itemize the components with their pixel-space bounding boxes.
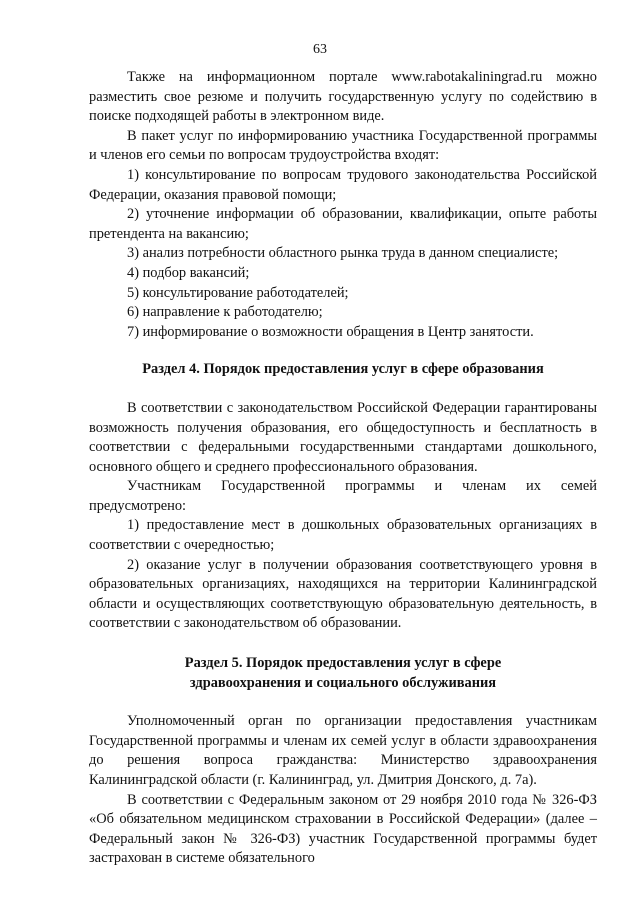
list-item-service-6: 6) направление к работодателю; xyxy=(127,304,323,321)
page-content xyxy=(89,68,597,869)
section-5-heading-line-1: Раздел 5. Порядок предоставления услуг в сфере xyxy=(184,655,502,672)
list-item-service-7: 7) информирование о возможности обращения в Центр занятости. xyxy=(127,323,534,340)
paragraph-education-guarantee: В соответствии с законодательством Российской Федерации гарантированы возможность получения образования, его общедоступность и бесплатность в соответствии с федеральными государственными стандартами дошкольного, основного общего и среднего профессионального образования. xyxy=(89,399,597,475)
list-item-service-3: 3) анализ потребности областного рынка труда в данном специалисте; xyxy=(127,245,559,262)
section-4-heading: Раздел 4. Порядок предоставления услуг в сфере образования xyxy=(142,361,544,378)
list-item-service-5: 5) консультирование работодателей; xyxy=(127,284,349,301)
section-5-heading xyxy=(89,654,597,693)
section-5-heading-line-2: здравоохранения и социального обслуживания xyxy=(189,674,497,691)
list-item-service-2: 2) уточнение информации об образовании, квалификации, опыте работы претендента на вакансию; xyxy=(89,206,597,242)
paragraph-education-provided: Участникам Государственной программы и членам их семей предусмотрено: xyxy=(89,478,597,514)
list-item-education-1: 1) предоставление мест в дошкольных образовательных организациях в соответствии с очередностью; xyxy=(89,517,597,554)
paragraph-health-insurance: В соответствии с Федеральным законом от 29 ноября 2010 года № 326-ФЗ «Об обязательном медицинском страховании в Российской Федерации» (далее – Федеральный закон № 326-ФЗ) участник Государственной программы будет застрахован в системе обязательного xyxy=(89,791,597,867)
page-number: 63 xyxy=(313,42,327,57)
list-item-service-4: 4) подбор вакансий; xyxy=(127,264,250,281)
paragraph-health-authority: Уполномоченный орган по организации предоставления участникам Государственной программы и членам их семей услуг в области здравоохранения до решения вопроса гражданства: Министерство здравоохранения Калининградской области (г. Калининград, ул. Дмитрия Донского, д. 7а). xyxy=(89,713,597,788)
paragraph-package-intro: В пакет услуг по информированию участника Государственной программы и членов его семьи по вопросам трудоустройства входят: xyxy=(89,127,597,164)
list-item-service-1: 1) консультирование по вопросам трудового законодательства Российской Федерации, оказания правовой помощи; xyxy=(89,166,597,203)
paragraph-portal: Также на информационном портале www.rabotakaliningrad.ru можно разместить свое резюме и получить государственную услугу по содействию в поиске подходящей работы в электронном виде. xyxy=(89,69,597,125)
list-item-education-2: 2) оказание услуг в получении образования соответствующего уровня в образовательных организациях, находящихся на территории Калининградской области и осуществляющих соответствующую образовательную деятельность, в соответствии с законодательством об образовании. xyxy=(89,556,597,632)
